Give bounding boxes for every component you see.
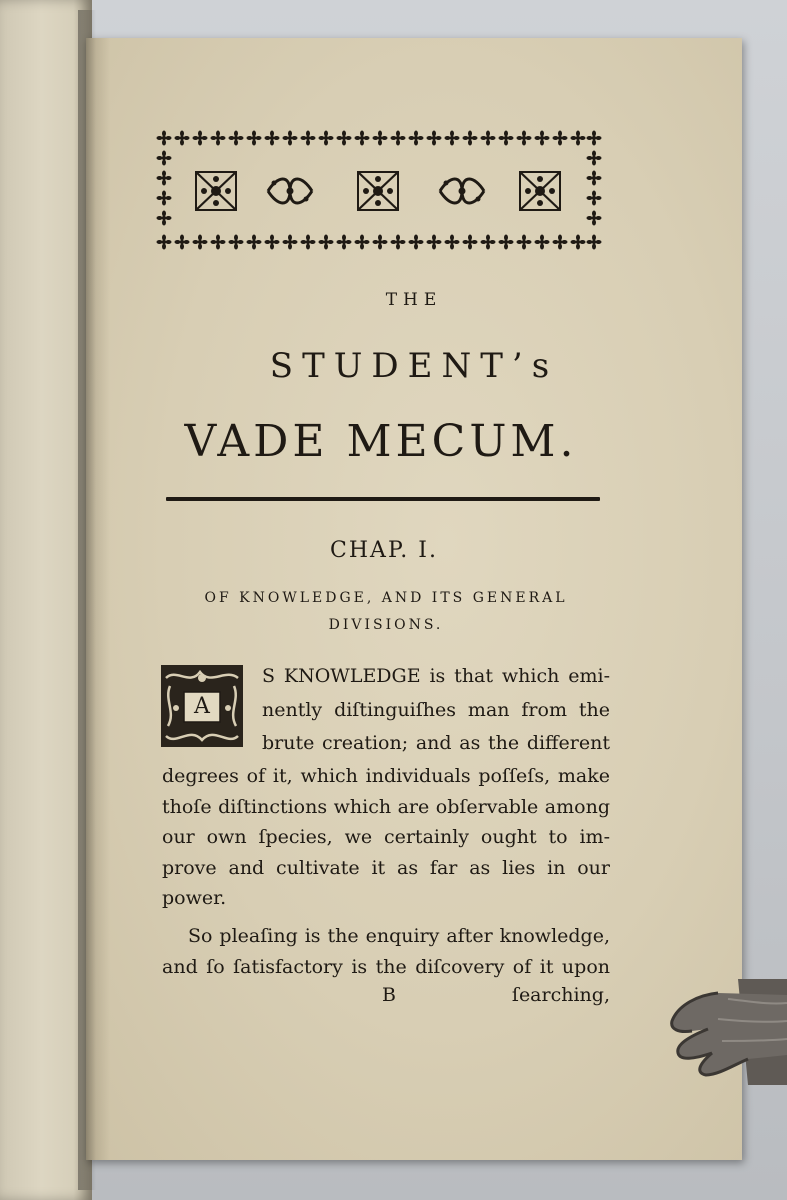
text-line: So pleaſing is the enquiry after knowledge, [188, 925, 610, 947]
text-line: nently diſtinguiſhes man from the [262, 698, 610, 721]
chapter-subtitle-line2: DIVISIONS. [328, 617, 444, 633]
signature-mark: B [382, 984, 396, 1006]
text-line: S KNOWLEDGE is that which emi- [262, 665, 610, 687]
drop-cap-ornament [160, 664, 244, 748]
drop-cap-letter: A [194, 694, 210, 719]
text-line: prove and cultivate it as far as lies in our [162, 856, 610, 879]
text-line: power. [162, 887, 227, 910]
text-line: thoſe diſtinctions which are obſervable among [162, 795, 610, 818]
ornament-header-band [156, 130, 602, 252]
paragraph1-indented [262, 660, 610, 761]
catchword: ſearching, [511, 984, 610, 1006]
chapter-subtitle [160, 585, 612, 639]
chapter-heading: CHAP. I. [330, 538, 438, 563]
title-vade-mecum: VADE MECUM. [184, 416, 578, 467]
title-the: THE [385, 290, 443, 310]
paragraph2-body [162, 921, 610, 982]
title-students: STUDENT’s [269, 346, 559, 386]
paragraph1-body [162, 761, 610, 914]
text-line: brute creation; and as the different [262, 732, 610, 754]
book-weight-hand [668, 975, 787, 1095]
text-line: our own ſpecies, we certainly ought to im- [162, 826, 610, 849]
book-gutter [78, 10, 96, 1190]
chapter-subtitle-line1: OF KNOWLEDGE, AND ITS GENERAL [204, 590, 568, 606]
title-rule [166, 497, 600, 501]
text-line: degrees of it, which individuals poſſeſs, make [162, 765, 610, 787]
text-line: and ſo ſatisfactory is the diſcovery of it upon [162, 955, 610, 978]
